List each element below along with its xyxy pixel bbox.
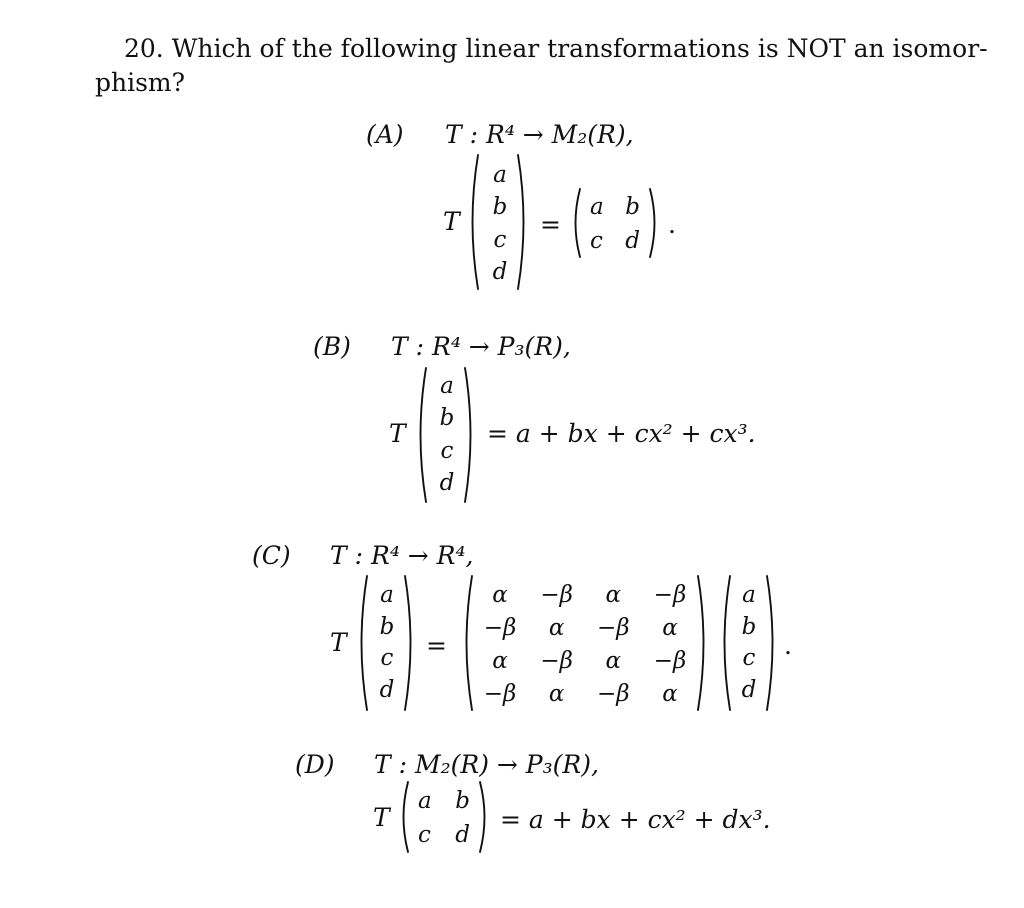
vector-entry: d — [439, 469, 455, 496]
option-c-vector-2 — [735, 584, 763, 702]
right-paren-icon — [403, 575, 417, 711]
option-d-T: T — [373, 803, 390, 832]
right-paren-icon — [516, 154, 530, 290]
option-c-signature: T : R⁴ → R⁴, — [330, 541, 474, 570]
vector-entry: a — [380, 582, 394, 608]
option-d-signature: T : M₂(R) → P₃(R), — [374, 750, 599, 779]
option-c-vector — [373, 584, 401, 702]
matrix-entry: α — [605, 648, 622, 674]
option-b-vector — [433, 375, 461, 495]
right-paren-icon — [648, 188, 660, 258]
option-a-label: (A) — [366, 120, 404, 149]
matrix-entry: −β — [540, 648, 573, 674]
matrix-entry: c — [590, 228, 603, 254]
option-a-end: . — [668, 210, 676, 239]
matrix-entry: −β — [483, 615, 517, 641]
option-b-signature: T : R⁴ → P₃(R), — [391, 332, 571, 361]
right-paren-icon — [478, 781, 490, 853]
vector-entry: d — [492, 258, 508, 285]
vector-entry: b — [492, 194, 508, 221]
vector-entry: b — [379, 613, 395, 640]
option-d-matrix-row-1 — [418, 790, 470, 813]
option-c-end: . — [784, 631, 792, 660]
vector-entry: a — [742, 582, 756, 608]
matrix-entry: b — [455, 788, 470, 814]
left-paren-icon — [570, 188, 582, 258]
vector-entry: b — [741, 613, 757, 640]
option-c-T: T — [330, 628, 347, 657]
option-a-signature: T : R⁴ → M₂(R), — [445, 120, 634, 149]
matrix-entry: a — [418, 788, 432, 814]
option-d-matrix-row-2 — [418, 824, 470, 847]
matrix-entry: α — [662, 681, 678, 707]
option-b-label: (B) — [313, 332, 351, 361]
matrix-entry: α — [662, 615, 678, 641]
matrix-entry: −β — [597, 615, 630, 641]
option-d-label: (D) — [295, 750, 335, 779]
option-a-matrix-row-1 — [590, 196, 640, 219]
option-c-matrix-row-3 — [480, 650, 690, 673]
matrix-entry: α — [492, 648, 508, 674]
left-paren-icon — [414, 367, 428, 503]
matrix-entry: α — [548, 615, 565, 641]
option-a-T: T — [443, 207, 460, 236]
option-a-vector — [486, 164, 514, 284]
matrix-entry: α — [605, 582, 622, 608]
option-a-equals: = — [540, 210, 561, 239]
matrix-entry: α — [492, 582, 508, 608]
left-paren-icon — [355, 575, 369, 711]
right-paren-icon — [765, 575, 779, 711]
matrix-entry: α — [548, 681, 565, 707]
left-paren-icon — [460, 575, 474, 711]
option-b-result: = a + bx + cx² + cx³. — [487, 419, 756, 448]
matrix-entry: c — [418, 822, 431, 848]
option-c-matrix-row-4 — [480, 683, 690, 706]
matrix-entry: d — [455, 822, 470, 848]
matrix-entry: d — [625, 228, 640, 254]
matrix-entry: −β — [540, 582, 573, 608]
option-d-result: = a + bx + cx² + dx³. — [500, 805, 771, 834]
left-paren-icon — [466, 154, 480, 290]
option-c-equals: = — [426, 631, 447, 660]
matrix-entry: −β — [653, 582, 687, 608]
vector-entry: d — [741, 676, 757, 703]
right-paren-icon — [696, 575, 710, 711]
matrix-entry: −β — [483, 681, 517, 707]
left-paren-icon — [718, 575, 732, 711]
matrix-entry: −β — [597, 681, 630, 707]
vector-entry: a — [493, 162, 507, 188]
vector-entry: c — [742, 645, 756, 672]
right-paren-icon — [463, 367, 477, 503]
option-a-matrix-row-2 — [590, 230, 640, 253]
vector-entry: c — [493, 226, 507, 253]
vector-entry: c — [380, 645, 394, 672]
question-line-1: 20. Which of the following linear transformations is NOT an isomor- — [124, 34, 988, 63]
vector-entry: d — [379, 676, 395, 703]
left-paren-icon — [398, 781, 410, 853]
vector-entry: b — [439, 405, 455, 432]
matrix-entry: b — [625, 194, 640, 220]
question-line-2: phism? — [95, 68, 186, 97]
matrix-entry: −β — [653, 648, 687, 674]
matrix-entry: a — [590, 194, 604, 220]
option-c-matrix-row-2 — [480, 617, 690, 640]
vector-entry: a — [440, 373, 454, 399]
option-b-T: T — [389, 419, 406, 448]
vector-entry: c — [440, 437, 454, 464]
option-c-matrix-row-1 — [480, 584, 690, 607]
option-c-label: (C) — [252, 541, 291, 570]
